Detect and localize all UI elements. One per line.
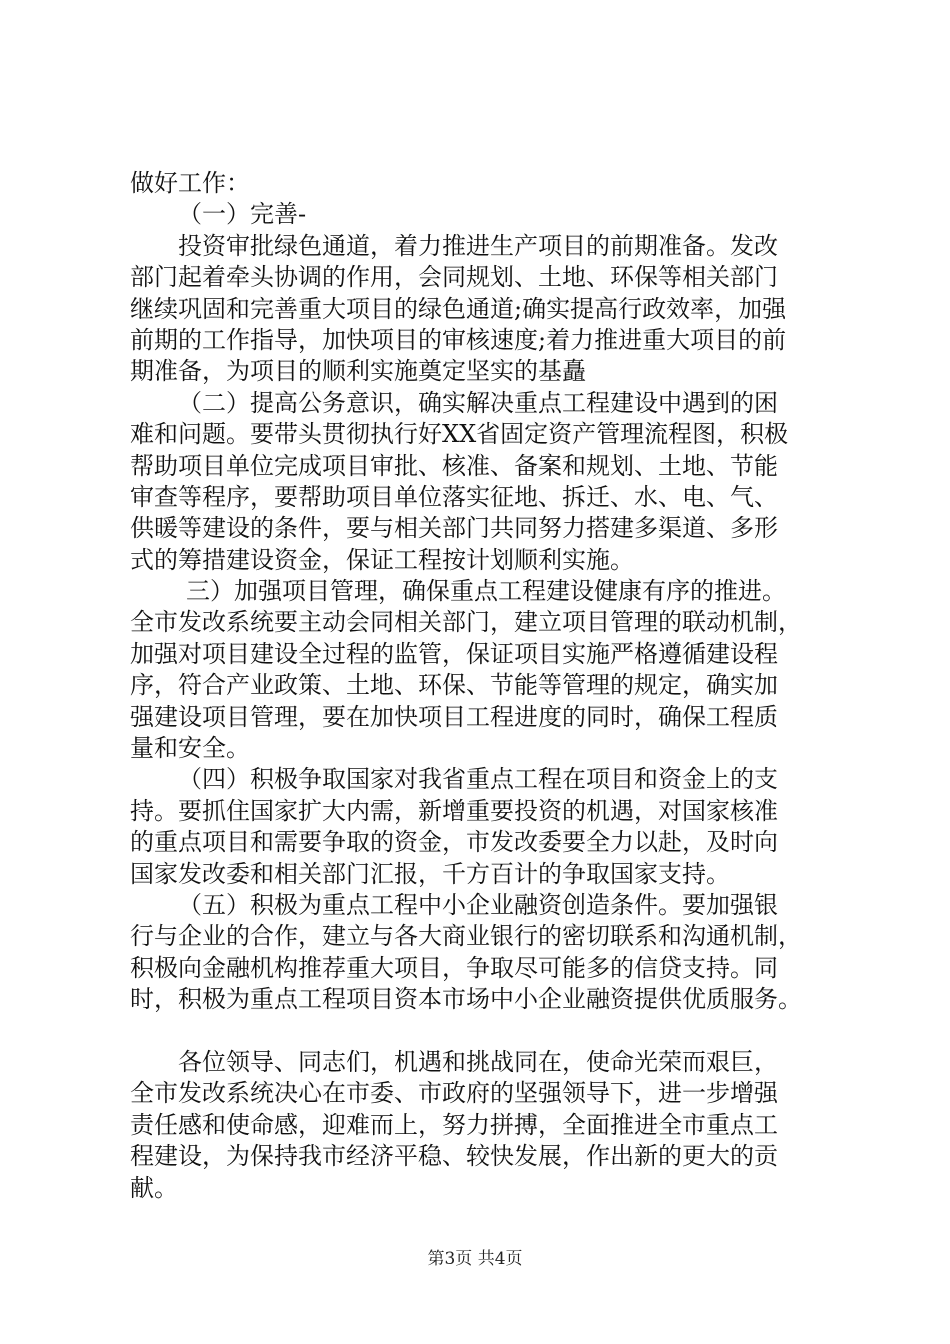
section-heading-5: （五）积极为重点工程中小企业融资创造条件。要加强银 [178,890,778,919]
section-heading-2: （二）提高公务意识，确实解决重点工程建设中遇到的困 [178,388,778,417]
text-line: 行与企业的合作，建立与各大商业银行的密切联系和沟通机制， [130,922,802,951]
text-line: 献。 [130,1173,178,1202]
text-line: 加强对项目建设全过程的监管，保证项目实施严格遵循建设程 [130,639,778,668]
text-line: 全市发改系统要主动会同相关部门，建立项目管理的联动机制， [130,608,802,637]
text-line: 时，积极为重点工程项目资本市场中小企业融资提供优质服务。 [130,985,802,1014]
text-line: 全市发改系统决心在市委、市政府的坚强领导下，进一步增强 [130,1079,778,1108]
text-line: 投资审批绿色通道，着力推进生产项目的前期准备。发改 [178,231,778,260]
closing-paragraph-start: 各位领导、同志们，机遇和挑战同在，使命光荣而艰巨， [178,1047,778,1076]
text-line: 积极向金融机构推荐重大项目，争取尽可能多的信贷支持。同 [130,953,778,982]
text-line: 的重点项目和需要争取的资金，市发改委要全力以赴，及时向 [130,828,778,857]
text-line: 期准备，为项目的顺利实施奠定坚实的基矗 [130,357,586,386]
text-line: 难和问题。要带头贯彻执行好XX省固定资产管理流程图，积极 [130,420,789,449]
text-line: 持。要抓住国家扩大内需，新增重要投资的机遇，对国家核准 [130,796,778,825]
document-body [130,168,830,1204]
text-line: 部门起着牵头协调的作用，会同规划、土地、环保等相关部门 [130,263,778,292]
text-line: 式的筹措建设资金，保证工程按计划顺利实施。 [130,545,634,574]
text-line: 审查等程序，要帮助项目单位落实征地、拆迁、水、电、气、 [130,482,778,511]
text-line: 继续巩固和完善重大项目的绿色通道;确实提高行政效率，加强 [130,294,787,323]
section-heading-4: （四）积极争取国家对我省重点工程在项目和资金上的支 [178,765,778,794]
section-heading-1: （一）完善- [178,200,307,229]
text-line: 序，符合产业政策、土地、环保、节能等管理的规定，确实加 [130,671,778,700]
paragraph-gap [130,1016,830,1047]
section-heading-3: 三）加强项目管理，确保重点工程建设健康有序的推进。 [186,577,786,606]
text-line: 供暖等建设的条件，要与相关部门共同努力搭建多渠道、多形 [130,514,778,543]
text-line: 强建设项目管理，要在加快项目工程进度的同时，确保工程质 [130,702,778,731]
text-line: 责任感和使命感，迎难而上，努力拼搏，全面推进全市重点工 [130,1110,778,1139]
text-line: 做好工作： [130,169,250,197]
text-line: 帮助项目单位完成项目审批、核准、备案和规划、土地、节能 [130,451,778,480]
text-line: 程建设，为保持我市经济平稳、较快发展，作出新的更大的贡 [130,1142,778,1171]
text-line: 前期的工作指导，加快项目的审核速度;着力推进重大项目的前 [130,325,787,354]
text-line: 国家发改委和相关部门汇报，千方百计的争取国家支持。 [130,859,730,888]
text-line: 量和安全。 [130,734,250,763]
page-number-footer: 第3页 共4页 [427,1249,523,1269]
